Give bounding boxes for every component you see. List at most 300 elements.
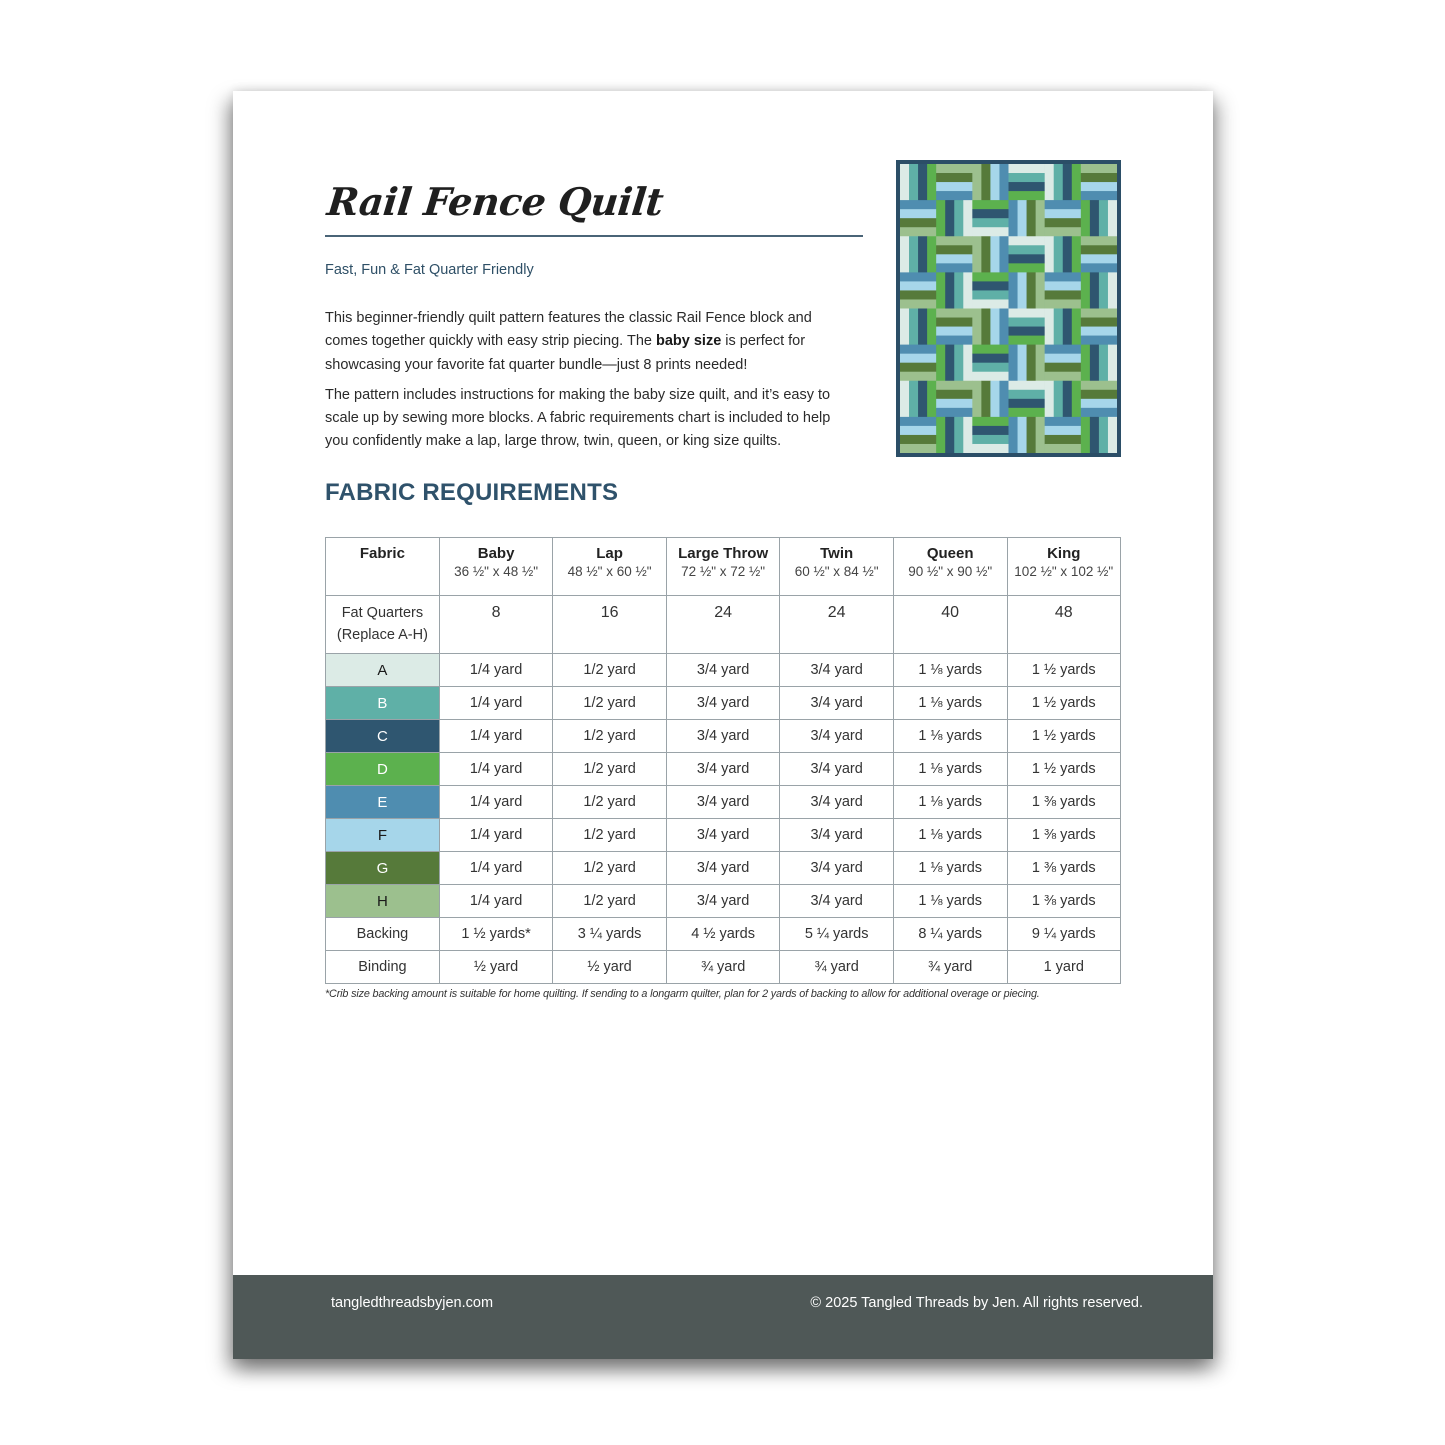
table-cell: 3/4 yard bbox=[780, 786, 893, 819]
table-cell: 1 ½ yards bbox=[1007, 687, 1121, 720]
fabric-swatch-a: A bbox=[326, 654, 440, 687]
quilt-strip-g bbox=[900, 435, 936, 444]
quilt-strip-a bbox=[1009, 236, 1045, 245]
table-cell: 3/4 yard bbox=[666, 720, 780, 753]
table-cell: 1/4 yard bbox=[439, 885, 553, 918]
quilt-strip-e bbox=[1009, 417, 1018, 453]
table-cell: 1 ½ yards bbox=[1007, 720, 1121, 753]
quilt-strip-d bbox=[936, 417, 945, 453]
quilt-strip-b bbox=[1054, 164, 1063, 200]
quilt-strip-a bbox=[1009, 309, 1045, 318]
table-cell: 3/4 yard bbox=[780, 819, 893, 852]
table-cell: 3/4 yard bbox=[780, 720, 893, 753]
footer-website-link[interactable]: tangledthreadsbyjen.com bbox=[331, 1295, 494, 1311]
table-cell: 1/2 yard bbox=[553, 720, 666, 753]
table-cell: 3/4 yard bbox=[780, 687, 893, 720]
fabric-swatch-g: G bbox=[326, 852, 440, 885]
table-row-fabric-c bbox=[326, 720, 1121, 753]
fabric-requirements-table bbox=[325, 537, 1121, 984]
column-name: Fabric bbox=[359, 545, 405, 562]
table-row-backing bbox=[326, 918, 1121, 951]
fabric-swatch-e: E bbox=[326, 786, 440, 819]
quilt-strip-h bbox=[1036, 345, 1045, 381]
quilt-strip-d bbox=[1081, 200, 1090, 236]
title-divider bbox=[325, 235, 863, 237]
table-cell: 1/2 yard bbox=[553, 687, 666, 720]
fat-quarters-sublabel: (Replace A-H) bbox=[336, 627, 428, 643]
quilt-strip-d bbox=[936, 272, 945, 308]
quilt-strip-a bbox=[1009, 381, 1045, 390]
table-cell: 1 ⅜ yards bbox=[1007, 885, 1121, 918]
quilt-strip-c bbox=[945, 272, 954, 308]
table-cell: 48 bbox=[1007, 596, 1121, 654]
quilt-strip-c bbox=[972, 354, 1008, 363]
quilt-strip-g bbox=[1081, 245, 1117, 254]
quilt-strip-e bbox=[1009, 200, 1018, 236]
quilt-strip-f bbox=[1081, 254, 1117, 263]
table-cell: 1 ⅛ yards bbox=[893, 819, 1007, 852]
column-header-king bbox=[1007, 538, 1121, 596]
table-row-fabric-e bbox=[326, 786, 1121, 819]
quilt-strip-h bbox=[936, 309, 972, 318]
table-cell: 1/4 yard bbox=[439, 852, 553, 885]
table-row-binding bbox=[326, 951, 1121, 984]
quilt-strip-g bbox=[936, 173, 972, 182]
quilt-strip-b bbox=[1099, 417, 1108, 453]
quilt-strip-f bbox=[990, 236, 999, 272]
quilt-strip-a bbox=[963, 200, 972, 236]
quilt-strip-c bbox=[1063, 164, 1072, 200]
fabric-swatch-c: C bbox=[326, 720, 440, 753]
quilt-strip-d bbox=[1072, 381, 1081, 417]
quilt-strip-h bbox=[972, 381, 981, 417]
table-cell: 3/4 yard bbox=[666, 687, 780, 720]
table-cell: 1/4 yard bbox=[439, 786, 553, 819]
quilt-strip-f bbox=[1045, 354, 1081, 363]
quilt-strip-a bbox=[1045, 309, 1054, 345]
table-cell: 24 bbox=[666, 596, 780, 654]
quilt-strip-d bbox=[1009, 408, 1045, 417]
quilt-strip-h bbox=[900, 444, 936, 453]
quilt-strip-f bbox=[900, 281, 936, 290]
table-cell: 1 ⅛ yards bbox=[893, 687, 1007, 720]
quilt-strip-c bbox=[1009, 182, 1045, 191]
quilt-strip-f bbox=[1018, 345, 1027, 381]
quilt-strip-f bbox=[936, 327, 972, 336]
quilt-strip-a bbox=[1045, 381, 1054, 417]
quilt-strip-h bbox=[900, 227, 936, 236]
quilt-strip-a bbox=[972, 444, 1008, 453]
table-cell: 1 ⅛ yards bbox=[893, 720, 1007, 753]
quilt-strip-d bbox=[1072, 236, 1081, 272]
quilt-strip-c bbox=[918, 381, 927, 417]
quilt-strip-a bbox=[1045, 236, 1054, 272]
quilt-strip-g bbox=[981, 236, 990, 272]
quilt-strip-c bbox=[1090, 200, 1099, 236]
quilt-strip-d bbox=[936, 200, 945, 236]
quilt-strip-h bbox=[1036, 272, 1045, 308]
quilt-strip-e bbox=[936, 408, 972, 417]
table-cell: 4 ½ yards bbox=[666, 918, 780, 951]
quilt-strip-a bbox=[900, 381, 909, 417]
quilt-strip-f bbox=[1018, 417, 1027, 453]
quilt-strip-c bbox=[945, 345, 954, 381]
column-dimensions: 90 ½" x 90 ½" bbox=[908, 564, 993, 579]
quilt-strip-b bbox=[1009, 173, 1045, 182]
column-dimensions: 72 ½" x 72 ½" bbox=[681, 564, 766, 579]
quilt-strip-e bbox=[936, 263, 972, 272]
column-header-twin bbox=[780, 538, 893, 596]
quilt-strip-f bbox=[1081, 182, 1117, 191]
quilt-strip-a bbox=[900, 236, 909, 272]
page-title: Rail Fence Quilt bbox=[325, 179, 666, 224]
table-cell: 3/4 yard bbox=[666, 753, 780, 786]
quilt-strip-c bbox=[1009, 254, 1045, 263]
quilt-strip-g bbox=[981, 164, 990, 200]
quilt-strip-c bbox=[918, 236, 927, 272]
quilt-strip-e bbox=[900, 200, 936, 209]
column-dimensions: 102 ½" x 102 ½" bbox=[1014, 564, 1114, 579]
quilt-strip-c bbox=[1063, 309, 1072, 345]
quilt-strip-h bbox=[1081, 236, 1117, 245]
quilt-strip-f bbox=[1018, 272, 1027, 308]
intro-p1-text: This beginner-friendly quilt pattern features the classic Rail Fence block and comes together quickly with easy strip piecing. The bbox=[325, 310, 812, 350]
quilt-strip-b bbox=[1009, 390, 1045, 399]
table-cell: 3/4 yard bbox=[666, 852, 780, 885]
column-name: Queen bbox=[926, 545, 974, 562]
quilt-pattern-graphic bbox=[900, 164, 1117, 453]
quilt-strip-d bbox=[972, 417, 1008, 426]
quilt-strip-e bbox=[1081, 191, 1117, 200]
quilt-strip-h bbox=[1045, 299, 1081, 308]
quilt-strip-c bbox=[972, 209, 1008, 218]
quilt-strip-e bbox=[1081, 336, 1117, 345]
quilt-strip-e bbox=[1045, 417, 1081, 426]
column-dimensions: 60 ½" x 84 ½" bbox=[794, 564, 879, 579]
table-cell: 8 bbox=[439, 596, 553, 654]
column-header-queen bbox=[893, 538, 1007, 596]
table-cell: 1/4 yard bbox=[439, 687, 553, 720]
column-header-lap bbox=[553, 538, 666, 596]
quilt-strip-d bbox=[972, 200, 1008, 209]
quilt-strip-h bbox=[972, 236, 981, 272]
quilt-strip-d bbox=[1081, 417, 1090, 453]
table-cell: 1 ½ yards* bbox=[439, 918, 553, 951]
fabric-swatch-f: F bbox=[326, 819, 440, 852]
quilt-strip-f bbox=[900, 426, 936, 435]
quilt-strip-b bbox=[1099, 345, 1108, 381]
quilt-strip-h bbox=[1036, 200, 1045, 236]
table-cell: ½ yard bbox=[553, 951, 666, 984]
quilt-strip-d bbox=[1009, 263, 1045, 272]
column-dimensions: 36 ½" x 48 ½" bbox=[454, 564, 539, 579]
quilt-strip-a bbox=[900, 164, 909, 200]
quilt-strip-c bbox=[945, 417, 954, 453]
quilt-strip-g bbox=[981, 381, 990, 417]
table-row-fabric-a bbox=[326, 654, 1121, 687]
table-cell: 1/4 yard bbox=[439, 720, 553, 753]
quilt-strip-g bbox=[1027, 272, 1036, 308]
quilt-strip-g bbox=[936, 245, 972, 254]
page-footer bbox=[233, 1275, 1213, 1359]
quilt-strip-d bbox=[927, 236, 936, 272]
quilt-strip-b bbox=[972, 363, 1008, 372]
quilt-strip-d bbox=[972, 345, 1008, 354]
quilt-strip-c bbox=[918, 309, 927, 345]
quilt-strip-c bbox=[1063, 381, 1072, 417]
quilt-strip-c bbox=[1009, 327, 1045, 336]
column-name: Large Throw bbox=[678, 545, 769, 562]
fabric-swatch-d: D bbox=[326, 753, 440, 786]
quilt-strip-g bbox=[1027, 417, 1036, 453]
intro-paragraph-2: The pattern includes instructions for making the baby size quilt, and it’s easy to scale up by sewing more blocks. A fabric requirements chart is included to help you confidently make a lap, large throw, twin, queen, or king size quilts. bbox=[325, 386, 831, 450]
table-cell: 1/2 yard bbox=[553, 654, 666, 687]
quilt-strip-e bbox=[1045, 200, 1081, 209]
table-cell: 1 ⅜ yards bbox=[1007, 786, 1121, 819]
intro-paragraph-1 bbox=[325, 307, 855, 377]
table-cell: 1 ⅛ yards bbox=[893, 654, 1007, 687]
quilt-strip-f bbox=[1081, 399, 1117, 408]
quilt-strip-e bbox=[936, 191, 972, 200]
quilt-strip-g bbox=[936, 390, 972, 399]
row-label-fat-quarters bbox=[326, 596, 440, 654]
quilt-strip-e bbox=[1081, 408, 1117, 417]
quilt-strip-b bbox=[909, 309, 918, 345]
table-cell: 3/4 yard bbox=[780, 654, 893, 687]
intro-p1-bold: baby size bbox=[655, 333, 722, 350]
quilt-strip-b bbox=[1054, 309, 1063, 345]
table-cell: 1/2 yard bbox=[553, 753, 666, 786]
quilt-strip-f bbox=[1045, 426, 1081, 435]
fat-quarters-label: Fat Quarters bbox=[341, 605, 424, 621]
quilt-strip-h bbox=[1081, 309, 1117, 318]
quilt-strip-b bbox=[954, 345, 963, 381]
quilt-strip-e bbox=[999, 164, 1008, 200]
table-cell: 1/2 yard bbox=[553, 885, 666, 918]
table-cell: 9 ¼ yards bbox=[1007, 918, 1121, 951]
table-cell: 8 ¼ yards bbox=[893, 918, 1007, 951]
quilt-strip-e bbox=[900, 417, 936, 426]
quilt-strip-b bbox=[909, 164, 918, 200]
table-row-fabric-g bbox=[326, 852, 1121, 885]
subtitle: Fast, Fun & Fat Quarter Friendly bbox=[325, 262, 534, 278]
quilt-strip-g bbox=[1045, 435, 1081, 444]
quilt-strip-c bbox=[972, 281, 1008, 290]
table-header-row bbox=[326, 538, 1121, 596]
quilt-strip-d bbox=[927, 381, 936, 417]
table-row-fabric-b bbox=[326, 687, 1121, 720]
table-cell: 3/4 yard bbox=[780, 852, 893, 885]
column-name: King bbox=[1047, 545, 1081, 562]
quilt-strip-e bbox=[1045, 272, 1081, 281]
quilt-strip-b bbox=[972, 435, 1008, 444]
quilt-strip-g bbox=[1045, 218, 1081, 227]
table-cell: 1 ½ yards bbox=[1007, 654, 1121, 687]
table-cell: 1/2 yard bbox=[553, 786, 666, 819]
quilt-strip-g bbox=[900, 218, 936, 227]
quilt-strip-g bbox=[900, 363, 936, 372]
quilt-strip-b bbox=[909, 236, 918, 272]
table-cell: 1 ⅛ yards bbox=[893, 852, 1007, 885]
quilt-strip-a bbox=[1108, 345, 1117, 381]
quilt-strip-c bbox=[918, 164, 927, 200]
quilt-strip-b bbox=[954, 200, 963, 236]
table-cell: 3/4 yard bbox=[666, 786, 780, 819]
quilt-strip-f bbox=[1018, 200, 1027, 236]
table-cell: 1/4 yard bbox=[439, 819, 553, 852]
column-dimensions: 48 ½" x 60 ½" bbox=[567, 564, 652, 579]
quilt-strip-e bbox=[900, 345, 936, 354]
table-cell: 16 bbox=[553, 596, 666, 654]
table-cell: 3/4 yard bbox=[780, 753, 893, 786]
quilt-strip-c bbox=[1090, 272, 1099, 308]
quilt-strip-a bbox=[972, 299, 1008, 308]
table-row-fabric-d bbox=[326, 753, 1121, 786]
table-cell: 5 ¼ yards bbox=[780, 918, 893, 951]
quilt-strip-g bbox=[1081, 173, 1117, 182]
footer-copyright: © 2025 Tangled Threads by Jen. All rights reserved. bbox=[810, 1295, 1143, 1311]
table-cell: 1 ⅛ yards bbox=[893, 753, 1007, 786]
quilt-strip-f bbox=[1045, 209, 1081, 218]
quilt-strip-h bbox=[936, 381, 972, 390]
quilt-illustration bbox=[896, 160, 1121, 457]
quilt-strip-d bbox=[1009, 336, 1045, 345]
table-cell: 1/2 yard bbox=[553, 852, 666, 885]
quilt-strip-h bbox=[1045, 372, 1081, 381]
quilt-strip-b bbox=[1054, 381, 1063, 417]
fabric-requirements-heading: FABRIC REQUIREMENTS bbox=[325, 479, 619, 506]
table-cell: 3/4 yard bbox=[666, 885, 780, 918]
quilt-strip-b bbox=[1099, 200, 1108, 236]
quilt-strip-f bbox=[1081, 327, 1117, 336]
quilt-strip-b bbox=[972, 290, 1008, 299]
column-header-large-throw bbox=[666, 538, 780, 596]
table-row-fabric-h bbox=[326, 885, 1121, 918]
quilt-strip-a bbox=[1045, 164, 1054, 200]
table-cell: ¾ yard bbox=[893, 951, 1007, 984]
quilt-strip-d bbox=[936, 345, 945, 381]
quilt-strip-e bbox=[900, 272, 936, 281]
backing-footnote: *Crib size backing amount is suitable for home quilting. If sending to a longarm quilter, plan for 2 yards of backing to allow for additional overage or piecing. bbox=[325, 988, 1040, 1000]
quilt-strip-h bbox=[972, 164, 981, 200]
quilt-strip-a bbox=[972, 227, 1008, 236]
quilt-strip-d bbox=[1009, 191, 1045, 200]
column-name: Baby bbox=[477, 545, 515, 562]
quilt-strip-a bbox=[1108, 200, 1117, 236]
quilt-strip-h bbox=[972, 309, 981, 345]
quilt-strip-g bbox=[1045, 290, 1081, 299]
quilt-strip-h bbox=[936, 164, 972, 173]
column-name: Lap bbox=[596, 545, 623, 562]
column-header-baby bbox=[439, 538, 553, 596]
quilt-strip-c bbox=[1090, 345, 1099, 381]
quilt-strip-h bbox=[900, 299, 936, 308]
table-cell: 40 bbox=[893, 596, 1007, 654]
quilt-strip-f bbox=[900, 209, 936, 218]
quilt-strip-c bbox=[972, 426, 1008, 435]
quilt-strip-g bbox=[981, 309, 990, 345]
quilt-strip-b bbox=[1054, 236, 1063, 272]
fabric-swatch-h: H bbox=[326, 885, 440, 918]
quilt-strip-c bbox=[1009, 399, 1045, 408]
quilt-strip-h bbox=[900, 372, 936, 381]
quilt-strip-f bbox=[936, 399, 972, 408]
table-cell: 1/4 yard bbox=[439, 753, 553, 786]
quilt-strip-b bbox=[1009, 318, 1045, 327]
row-label-backing: Backing bbox=[326, 918, 440, 951]
quilt-strip-a bbox=[1108, 272, 1117, 308]
quilt-strip-d bbox=[1072, 309, 1081, 345]
quilt-strip-f bbox=[1045, 281, 1081, 290]
quilt-strip-h bbox=[1045, 444, 1081, 453]
quilt-strip-e bbox=[999, 236, 1008, 272]
quilt-strip-b bbox=[972, 218, 1008, 227]
row-label-binding: Binding bbox=[326, 951, 440, 984]
table-cell: 1 ⅛ yards bbox=[893, 786, 1007, 819]
table-cell: 1 ⅛ yards bbox=[893, 885, 1007, 918]
pattern-page bbox=[233, 91, 1213, 1359]
table-cell: 3 ¼ yards bbox=[553, 918, 666, 951]
quilt-strip-g bbox=[1027, 345, 1036, 381]
quilt-strip-c bbox=[1090, 417, 1099, 453]
table-cell: ¾ yard bbox=[780, 951, 893, 984]
table-cell: ½ yard bbox=[439, 951, 553, 984]
table-cell: 1 yard bbox=[1007, 951, 1121, 984]
quilt-strip-a bbox=[972, 372, 1008, 381]
column-name: Twin bbox=[820, 545, 854, 562]
table-cell: 1 ⅜ yards bbox=[1007, 819, 1121, 852]
quilt-strip-h bbox=[1081, 164, 1117, 173]
table-row-fabric-f bbox=[326, 819, 1121, 852]
quilt-strip-d bbox=[927, 164, 936, 200]
table-cell: 24 bbox=[780, 596, 893, 654]
table-cell: 1/2 yard bbox=[553, 819, 666, 852]
quilt-strip-g bbox=[1081, 318, 1117, 327]
quilt-strip-h bbox=[936, 236, 972, 245]
quilt-strip-b bbox=[954, 417, 963, 453]
quilt-strip-b bbox=[1099, 272, 1108, 308]
table-cell: 1/4 yard bbox=[439, 654, 553, 687]
quilt-strip-e bbox=[936, 336, 972, 345]
quilt-strip-e bbox=[999, 381, 1008, 417]
table-cell: 3/4 yard bbox=[666, 654, 780, 687]
fabric-swatch-b: B bbox=[326, 687, 440, 720]
quilt-strip-f bbox=[936, 254, 972, 263]
quilt-strip-d bbox=[1081, 345, 1090, 381]
table-cell: 1 ½ yards bbox=[1007, 753, 1121, 786]
table-cell: ¾ yard bbox=[666, 951, 780, 984]
quilt-strip-d bbox=[927, 309, 936, 345]
quilt-strip-h bbox=[1081, 381, 1117, 390]
table-cell: 3/4 yard bbox=[780, 885, 893, 918]
quilt-strip-d bbox=[1072, 164, 1081, 200]
quilt-strip-f bbox=[990, 381, 999, 417]
quilt-strip-f bbox=[990, 309, 999, 345]
quilt-strip-a bbox=[963, 272, 972, 308]
quilt-strip-g bbox=[936, 318, 972, 327]
quilt-strip-g bbox=[1045, 363, 1081, 372]
quilt-strip-g bbox=[1081, 390, 1117, 399]
quilt-strip-f bbox=[936, 182, 972, 191]
quilt-strip-b bbox=[954, 272, 963, 308]
quilt-strip-c bbox=[1063, 236, 1072, 272]
quilt-strip-e bbox=[1009, 345, 1018, 381]
quilt-strip-g bbox=[900, 290, 936, 299]
quilt-strip-d bbox=[972, 272, 1008, 281]
table-cell: 3/4 yard bbox=[666, 819, 780, 852]
intro-p1-text-end: is perfect for showcasing your favorite fat quarter bundle—just 8 prints needed! bbox=[325, 333, 806, 373]
table-row-fat-quarters bbox=[326, 596, 1121, 654]
